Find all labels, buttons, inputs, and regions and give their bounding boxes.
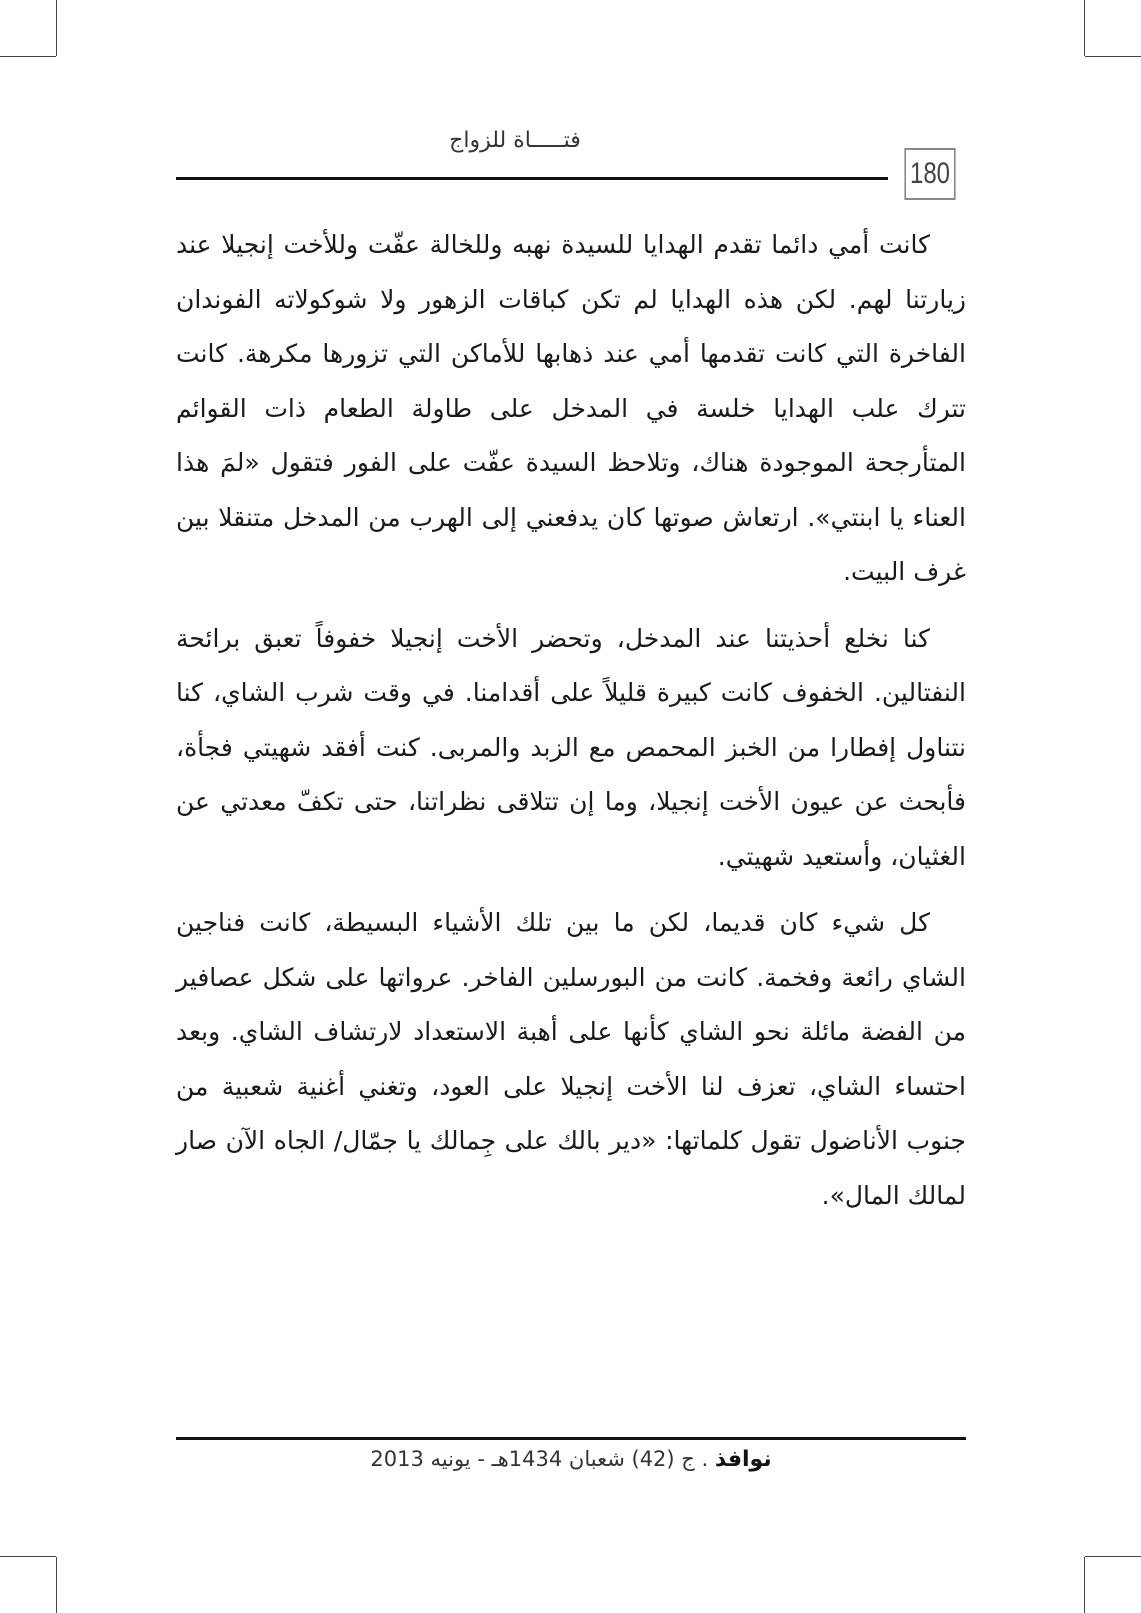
crop-mark	[1084, 1557, 1085, 1613]
running-header-title: فتـــــاة للزواج	[449, 128, 581, 153]
crop-mark	[1085, 1556, 1141, 1557]
page-number: 180	[904, 148, 955, 200]
paragraph: كانت أمي دائما تقدم الهدايا للسيدة نهبه وللخالة عفّت وللأخت إنجيلا عند زيارتنا لهم. لكن هذه الهدايا لم تكن كباقات الزهور ولا شوكولاته الفوندان الفاخرة التي كانت تقدمها أمي عند ذهابها للأماكن التي تزورها مكرهة. كانت تترك علب الهدايا خلسة في المدخل على طاولة الطعام ذات القوائم المتأرجحة الموجودة هناك، وتلاحظ السيدة عفّت على الفور فتقول «لمَ هذا العناء يا ابنتي». ارتعاش صوتها كان يدفعني إلى الهرب من المدخل متنقلا بين غرف البيت.	[176, 230, 966, 586]
footer	[176, 1447, 966, 1472]
header-rule	[176, 177, 888, 180]
crop-mark	[0, 1556, 56, 1557]
crop-mark	[56, 1557, 57, 1613]
footer-rule	[176, 1437, 966, 1440]
paragraph: كنا نخلع أحذيتنا عند المدخل، وتحضر الأخت إنجيلا خفوفاً تعبق برائحة النفتالين. الخفوف كانت كبيرة قليلاً على أقدامنا. في وقت شرب الشاي، كنا نتناول إفطارا من الخبز المحمص مع الزبد والمربى. كنت أفقد شهيتي فجأة، فأبحث عن عيون الأخت إنجيلا، وما إن تتلاقى نظراتنا، حتى تكفّ معدتي عن الغثيان، وأستعيد شهيتي.	[176, 623, 966, 871]
crop-mark	[56, 0, 57, 56]
crop-mark	[0, 56, 56, 57]
crop-mark	[1084, 0, 1085, 56]
article-body	[176, 218, 966, 1235]
issue-info: . ج (42) شعبان 1434هـ - يونيه 2013	[370, 1447, 709, 1471]
paragraph: كل شيء كان قديما، لكن ما بين تلك الأشياء البسيطة، كانت فناجين الشاي رائعة وفخمة. كانت من البورسلين الفاخر. عرواتها على شكل عصافير من الفضة مائلة نحو الشاي كأنها على أهبة الاستعداد لارتشاف الشاي. وبعد احتساء الشاي، تعزف لنا الأخت إنجيلا على العود، وتغني أغنية شعبية من جنوب الأناضول تقول كلماتها: «دير بالك على جِمالك يا جمّال/ الجاه الآن صار لمالك المال».	[176, 908, 966, 1210]
crop-mark	[1085, 56, 1141, 57]
journal-name: نوافذ	[714, 1447, 772, 1472]
